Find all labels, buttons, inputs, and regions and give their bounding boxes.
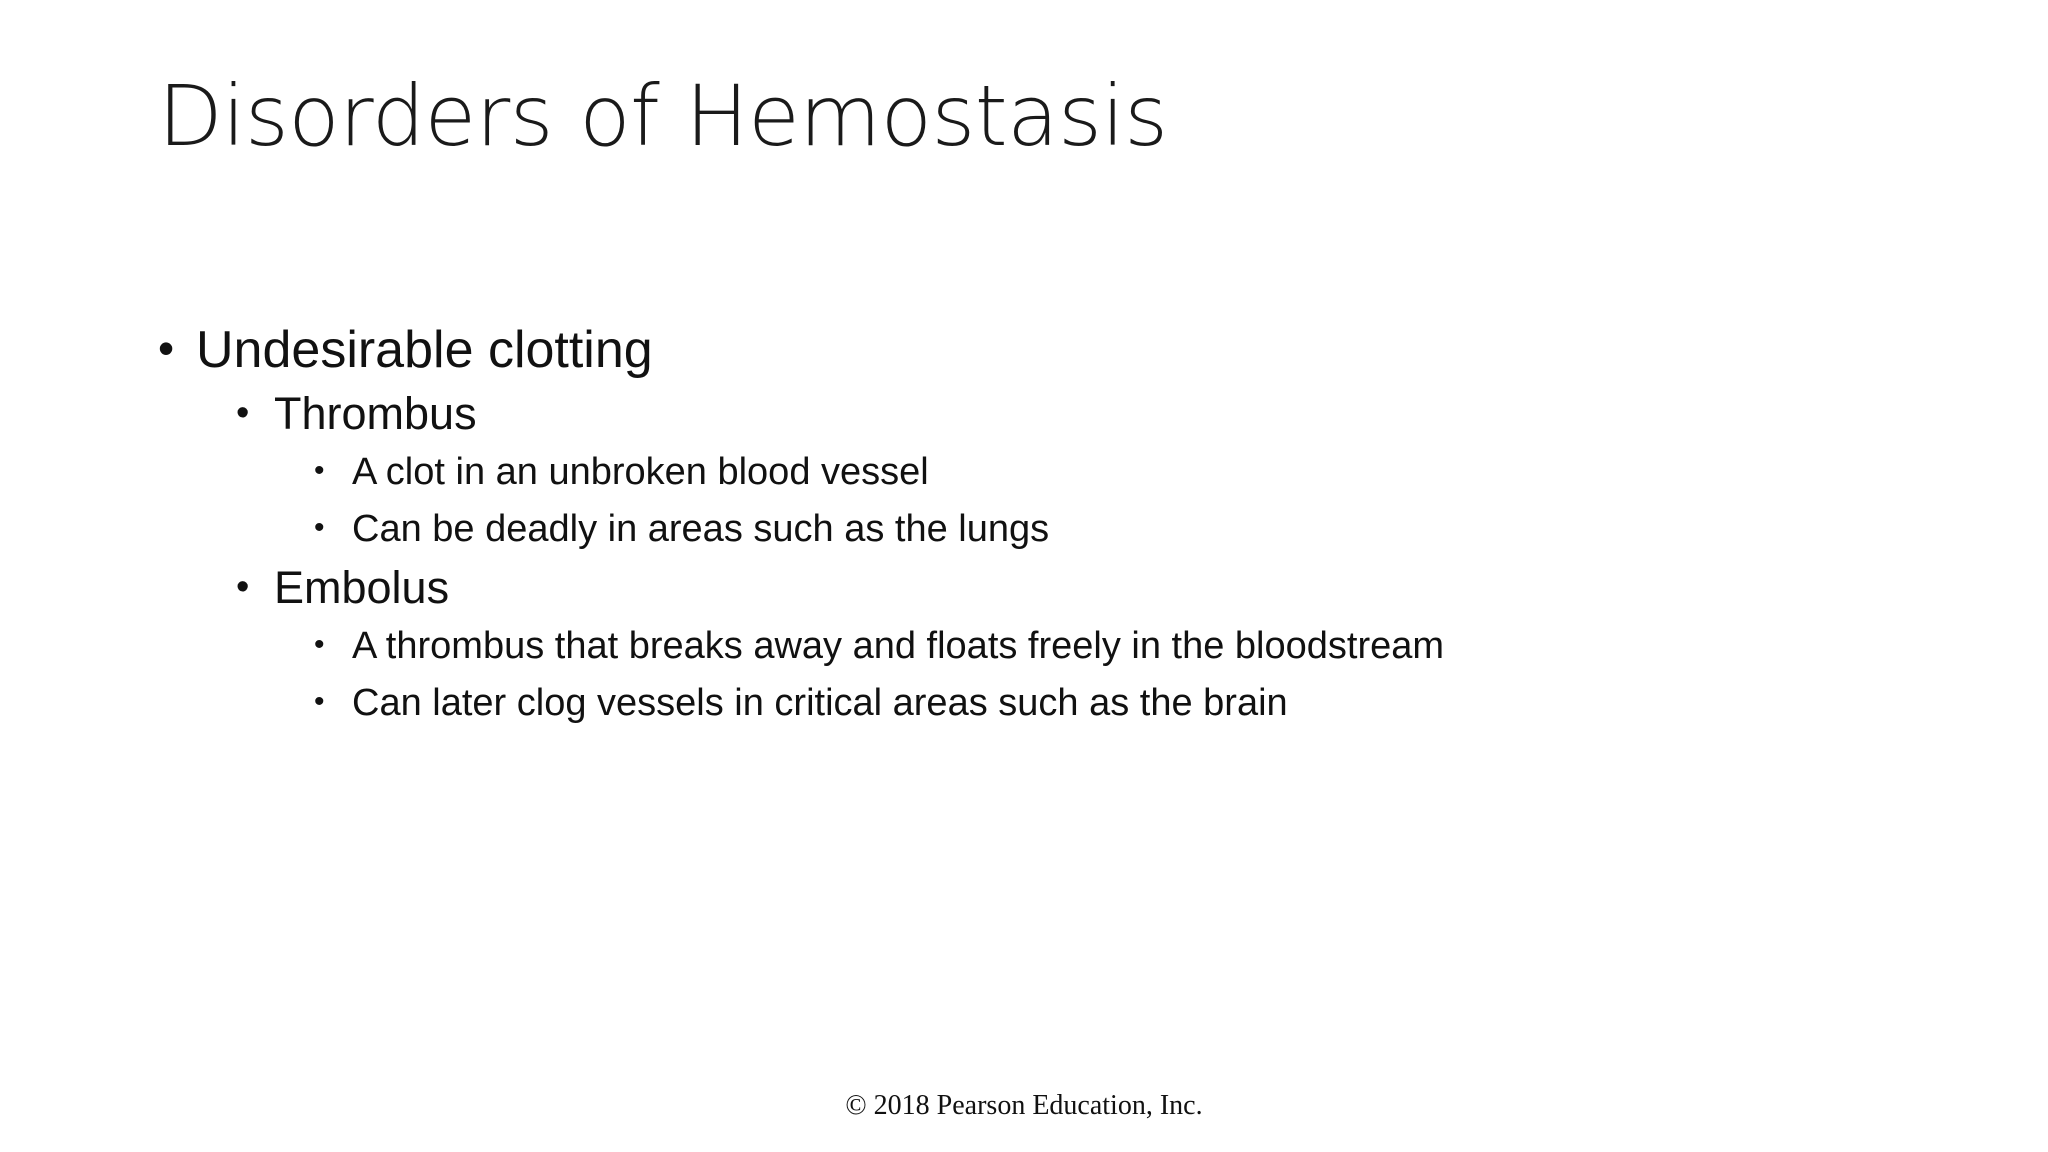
bullet-icon: • [314,685,325,718]
bullet-icon: • [314,511,325,544]
copyright-footer: © 2018 Pearson Education, Inc. [845,1090,1203,1121]
bullet-list [158,316,1444,732]
bullet-item-level3 [158,444,1444,501]
bullet-icon: • [314,628,325,661]
bullet-item-level2 [158,384,1444,444]
bullet-text: Can later clog vessels in critical areas such as the brain [352,682,1288,724]
bullet-text: Embolus [274,562,450,613]
bullet-text: A clot in an unbroken blood vessel [352,451,929,493]
bullet-item-level3 [158,675,1444,732]
bullet-text: Undesirable clotting [196,321,653,379]
bullet-item-level3 [158,618,1444,675]
bullet-icon: • [314,454,325,487]
bullet-icon: • [158,322,175,374]
bullet-text: Can be deadly in areas such as the lungs [352,508,1050,550]
bullet-text: Thrombus [274,388,477,439]
bullet-icon: • [236,566,250,608]
bullet-item-level3 [158,501,1444,558]
slide-title: Disorders of Hemostasis [158,67,1168,165]
bullet-icon: • [236,392,250,434]
bullet-item-level1 [158,316,1444,384]
bullet-text: A thrombus that breaks away and floats freely in the bloodstream [352,625,1445,667]
bullet-item-level2 [158,558,1444,618]
